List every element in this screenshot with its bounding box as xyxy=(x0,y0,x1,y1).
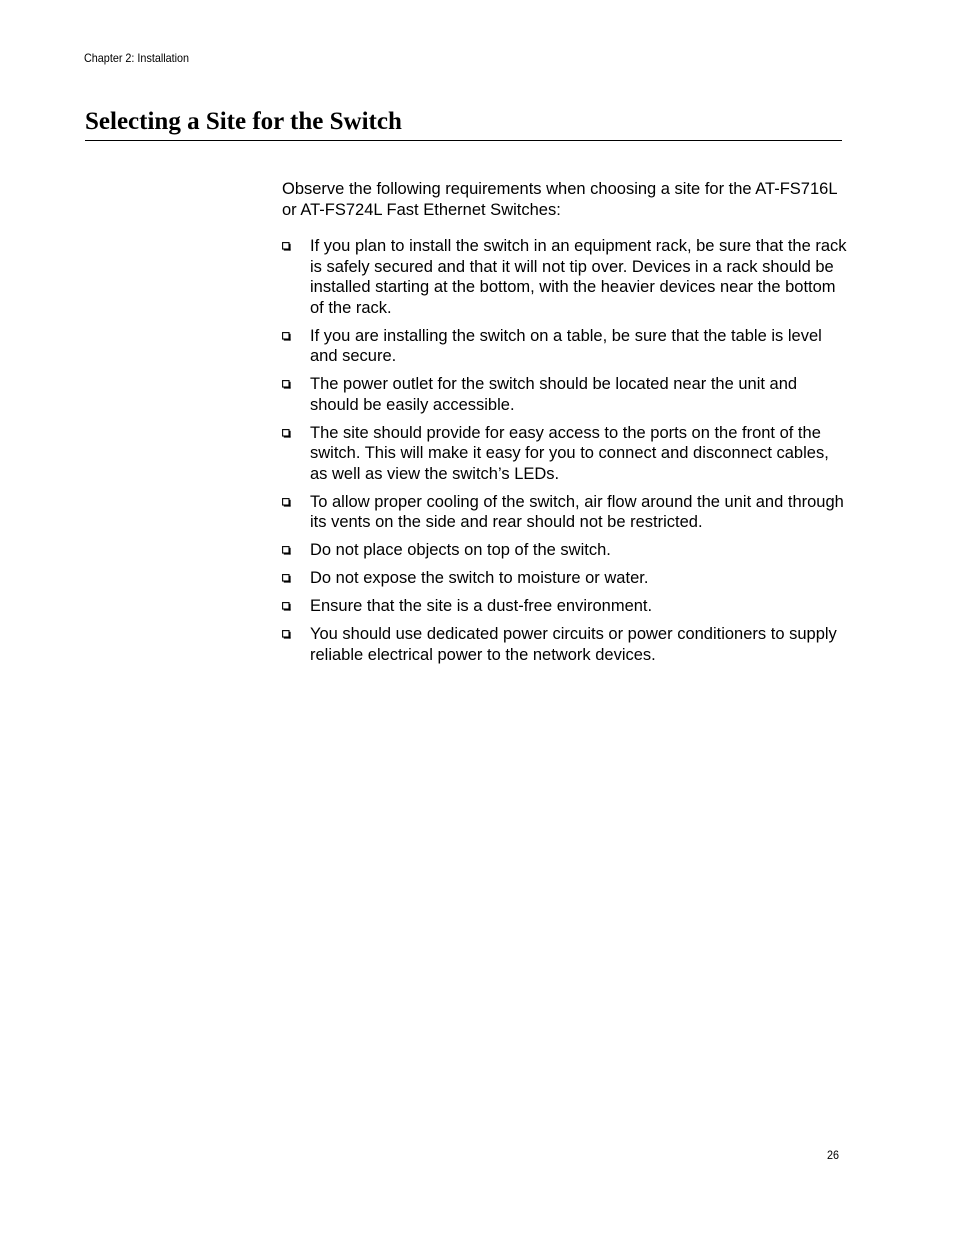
list-item xyxy=(282,624,847,665)
list-item-text: Ensure that the site is a dust-free environment. xyxy=(310,597,653,615)
list-item-text: You should use dedicated power circuits or power conditioners to supply reliable electrical power to the network devices. xyxy=(310,625,837,664)
list-item xyxy=(282,540,847,561)
list-item-text: If you plan to install the switch in an equipment rack, be sure that the rack is safely secured and that it will not tip over. Devices in a rack should be installed starting at the bottom, with the heavier devices near the bottom of the rack. xyxy=(310,237,847,317)
list-item xyxy=(282,236,847,318)
list-item xyxy=(282,568,847,589)
square-bullet-icon xyxy=(282,380,291,389)
list-item-text: To allow proper cooling of the switch, air flow around the unit and through its vents on the side and rear should not be restricted. xyxy=(310,492,844,531)
square-bullet-icon xyxy=(282,332,291,341)
list-item-text: The site should provide for easy access to the ports on the front of the switch. This will make it easy for you to connect and disconnect cables, as well as view the switch’s LEDs. xyxy=(310,423,829,483)
square-bullet-icon xyxy=(282,429,291,438)
list-item-text: If you are installing the switch on a table, be sure that the table is level and secure. xyxy=(310,326,822,365)
list-item xyxy=(282,374,847,415)
list-item xyxy=(282,492,847,533)
square-bullet-icon xyxy=(282,498,291,507)
page-number: 26 xyxy=(827,1148,840,1162)
requirements-list xyxy=(282,236,847,665)
list-item xyxy=(282,326,847,367)
square-bullet-icon xyxy=(282,630,291,639)
intro-paragraph: Observe the following requirements when choosing a site for the AT-FS716L or AT-FS724L Fast Ethernet Switches: xyxy=(282,180,837,219)
list-item xyxy=(282,596,847,617)
square-bullet-icon xyxy=(282,574,291,583)
square-bullet-icon xyxy=(282,546,291,555)
running-header: Chapter 2: Installation xyxy=(84,51,190,65)
square-bullet-icon xyxy=(282,602,291,611)
list-item-text: Do not place objects on top of the switch. xyxy=(310,541,611,559)
list-item-text: The power outlet for the switch should be located near the unit and should be easily accessible. xyxy=(310,375,798,414)
title-rule xyxy=(85,140,842,141)
list-item-text: Do not expose the switch to moisture or water. xyxy=(310,569,649,587)
section-title: Selecting a Site for the Switch xyxy=(85,108,402,135)
list-item xyxy=(282,423,847,485)
section-body xyxy=(282,179,847,673)
square-bullet-icon xyxy=(282,242,291,251)
